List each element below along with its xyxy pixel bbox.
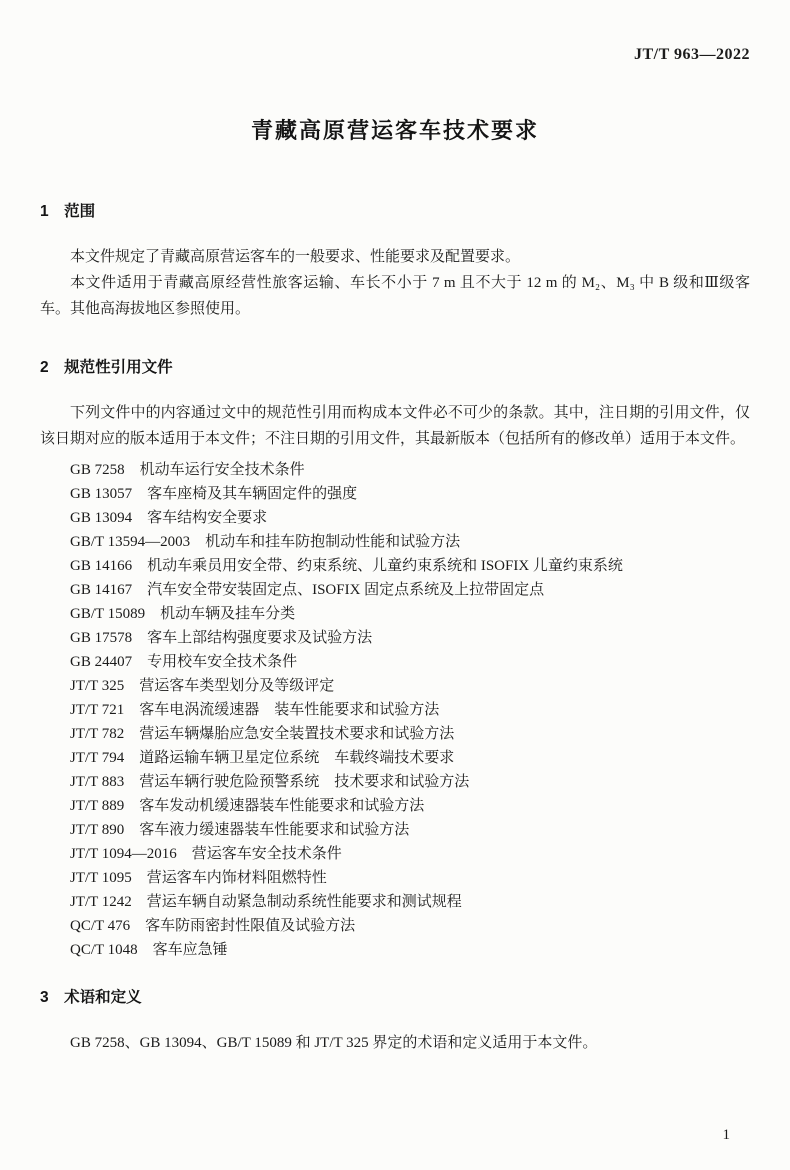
section-normative-references	[40, 358, 750, 962]
reference-item: JT/T 1094—2016 营运客车安全技术条件	[70, 846, 342, 862]
reference-list	[40, 458, 750, 962]
reference-item: GB 13057 客车座椅及其车辆固定件的强度	[70, 486, 358, 502]
section-terms-heading: 3 术语和定义	[40, 989, 142, 1006]
scope-paragraph-2: 本文件适用于青藏高原经营性旅客运输、车长不小于 7 m 且不大于 12 m 的 M₂、M₃ 中 B 级和Ⅲ级客车。其他高海拔地区参照使用。	[40, 275, 750, 317]
reference-item: JT/T 325 营运客车类型划分及等级评定	[70, 678, 335, 694]
scope-paragraph-1: 本文件规定了青藏高原营运客车的一般要求、性能要求及配置要求。	[70, 249, 521, 265]
reference-item: GB 14167 汽车安全带安装固定点、ISOFIX 固定点系统及上拉带固定点	[70, 582, 545, 598]
reference-item: JT/T 889 客车发动机缓速器装车性能要求和试验方法	[70, 798, 425, 814]
reference-item: QC/T 1048 客车应急锤	[70, 942, 228, 958]
section-terms-definitions	[40, 988, 750, 1056]
standard-number: JT/T 963—2022	[634, 46, 750, 63]
reference-item: JT/T 782 营运车辆爆胎应急安全装置技术要求和试验方法	[70, 726, 455, 742]
reference-item: GB 24407 专用校车安全技术条件	[70, 654, 298, 670]
document-title: 青藏高原营运客车技术要求	[250, 118, 539, 143]
reference-item: GB 17578 客车上部结构强度要求及试验方法	[70, 630, 373, 646]
reference-item: JT/T 1095 营运客车内饰材料阻燃特性	[70, 870, 327, 886]
reference-item: GB/T 15089 机动车辆及挂车分类	[70, 606, 296, 622]
references-intro-paragraph: 下列文件中的内容通过文中的规范性引用而构成本文件必不可少的条款。其中，注日期的引用文件，仅该日期对应的版本适用于本文件；不注日期的引用文件，其最新版本（包括所有的修改单）适用于本文件。	[40, 405, 750, 447]
reference-item: JT/T 883 营运车辆行驶危险预警系统 技术要求和试验方法	[70, 774, 470, 790]
reference-item: JT/T 890 客车液力缓速器装车性能要求和试验方法	[70, 822, 410, 838]
reference-item: JT/T 1242 营运车辆自动紧急制动系统性能要求和测试规程	[70, 894, 462, 910]
reference-item: GB 13094 客车结构安全要求	[70, 510, 268, 526]
reference-item: JT/T 721 客车电涡流缓速器 装车性能要求和试验方法	[70, 702, 440, 718]
reference-item: GB/T 13594—2003 机动车和挂车防抱制动性能和试验方法	[70, 534, 461, 550]
reference-item: GB 7258 机动车运行安全技术条件	[70, 462, 305, 478]
section-scope-heading: 1 范围	[40, 203, 96, 220]
reference-item: GB 14166 机动车乘员用安全带、约束系统、儿童约束系统和 ISOFIX 儿童约束系统	[70, 558, 623, 574]
section-references-heading: 2 规范性引用文件	[40, 359, 173, 376]
reference-item: JT/T 794 道路运输车辆卫星定位系统 车载终端技术要求	[70, 750, 455, 766]
terms-paragraph: GB 7258、GB 13094、GB/T 15089 和 JT/T 325 界定的术语和定义适用于本文件。	[70, 1035, 598, 1051]
document-header	[40, 46, 750, 64]
reference-item: QC/T 476 客车防雨密封性限值及试验方法	[70, 918, 356, 934]
page-number: 1	[722, 1127, 730, 1143]
section-scope	[40, 202, 750, 322]
